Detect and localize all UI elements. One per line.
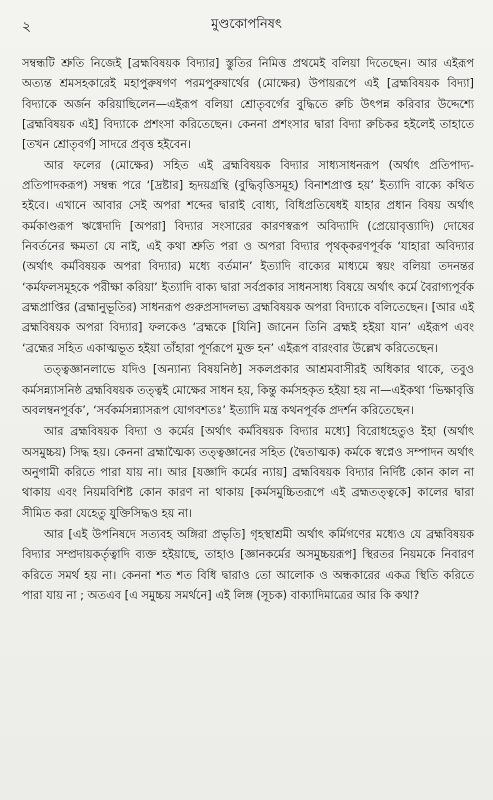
body-text [22, 53, 474, 605]
paragraph-1: সম্বন্ধটি শ্রুতি নিজেই [ব্রহ্মবিষয়ক বিদ্যার] স্তুতির নিমিত্ত প্রথমেই বলিয়া দিতেছেন। আর এইরূপ অত্যন্ত শ্রমসহকারেই মহাপুরুষগণ পরমপুরুষার্থের (মোক্ষের) উপায়রূপে এই [ব্রহ্মবিষয়ক বিদ্যা] বিদ্যাকে অর্জন করিয়াছিলেন—এইরূপ বলিয়া শ্রোতৃবর্গের বুদ্ধিতে রুচি উৎপন্ন করিবার উদ্দেশ্যে [ব্রহ্মবিষয়ক এই] বিদ্যাকে প্রশংসা করিতেছেন। কেননা প্রশংসার দ্বারা বিদ্যা রুচিকর হইলেই তাহাতে [তখন শ্রোতৃবর্গ] সাদরে প্রবৃত্ত হইবেন। [22, 56, 474, 152]
running-title: মুণ্ডকোপনিষৎ [211, 17, 282, 32]
page-header [0, 0, 493, 40]
paragraph-5: আর [এই উপনিষদে সত্যবহ অঙ্গিরা প্রভৃতি] গৃহস্থাশ্রমী অর্থাৎ কর্মিগণের মধ্যেও যে ব্রহ্মবিষয়ক বিদ্যার সম্প্রদায়কর্তৃত্বাদি ব্যক্ত হইয়াছে, তাহাও [জ্ঞানকর্মের অসমুচ্চয়রূপ] স্থিরতর নিয়মকে নিবারণ করিতে সমর্থ হয় না। কেননা শত শত বিধি দ্বারাও তো আলোক ও অন্ধকারের একত্র স্থিতি করিতে পারা যায় না ; অতএব [এ সমুচ্চয় সমর্থনে] এই লিঙ্গ (সূচক) বাক্যাদিমাত্রের আর কি কথা? [22, 526, 474, 602]
paragraph-2: আর ফলের (মোক্ষের) সহিত এই ব্রহ্মবিষয়ক বিদ্যার সাধ্যসাধনরূপ (অর্থাৎ প্রতিপাদ্য-প্রতিপাদকরূপ) সম্বন্ধ পরে ‘[দ্রষ্টার] হৃদয়গ্রন্থি (বুদ্ধিবৃত্তিসমূহ) বিনাশপ্রাপ্ত হয়’ ইত্যাদি বাক্যে কথিত হইবে। এখানে আবার সেই অপরা শব্দের দ্বারাই বোধ্য, বিধিপ্রতিষেধই যাহার প্রধান বিষয় অর্থাৎ কর্মকাণ্ডরূপ ঋগ্বেদাদি [অপরা] বিদ্যার সংসারের কারণস্বরূপ অবিদ্যাদি (প্রেয়োবৃত্ত্যাদি) দোষের নিবর্তনের ক্ষমতা যে নাই, এই কথা শ্রুতি পরা ও অপরা বিদ্যার পৃথক্‌করণপূর্বক ‘যাহারা অবিদ্যার (অর্থাৎ কর্মবিষয়ক অপরা বিদ্যার) মধ্যে বর্তমান’ ইত্যাদি বাক্যের মাধ্যমে স্বয়ং বলিয়া তদনন্তর ‘কর্মফলসমূহকে পরীক্ষা করিয়া’ ইত্যাদি বাক্য দ্বারা সর্বপ্রকার সাধনসাধ্য বিষয়ে অর্থাৎ কর্মে বৈরাগ্যপূর্বক ব্রহ্মপ্রাপ্তির (ব্রহ্মানুভূতির) সাধনরূপ গুরুপ্রসাদলভ্য ব্রহ্মবিষয়ক অপরা বিদ্যাকে বলিতেছেন। [আর এই ব্রহ্মবিষয়ক অপরা বিদ্যার] ফলকেও ‘ব্রহ্মকে [যিনি] জানেন তিনি ব্রহ্মই হইয়া যান’ এইরূপ এবং ‘ব্রহ্মের সহিত একাত্মভূত হইয়া তাঁহারা পূর্ণরূপে মুক্ত হন’ এইরূপ বারংবার উল্লেখ করিতেছেন। [22, 157, 474, 355]
paragraph-3: তত্ত্বজ্ঞানলাভে যদিও [অন্যান্য বিষয়নিষ্ঠ] সকলপ্রকার আশ্রমবাসীরই অধিকার থাকে, তবুও কর্মসন্ন্যাসনিষ্ঠ ব্রহ্মবিষয়ক তত্ত্বই মোক্ষের সাধন হয়, কিন্তু কর্মসহকৃত হইয়া হয় না—এইকথা ‘ভিক্ষাবৃত্তি অবলম্বনপূর্বক’, ‘সর্বকর্মসন্ন্যাসরূপ যোগবশতঃ’ ইত্যাদি মন্ত্র কথনপূর্বক প্রদর্শন করিতেছেন। [22, 362, 474, 417]
paragraph-4: আর ব্রহ্মবিষয়ক বিদ্যা ও কর্মের [অর্থাৎ কর্মবিষয়ক বিদ্যার মধ্যে] বিরোধহেতুও ইহা (অর্থাৎ অসমুচ্চয়) সিদ্ধ হয়। কেননা ব্রহ্মাত্মৈক্য তত্ত্বজ্ঞানের সহিত (দ্বৈতাত্মক) কর্মকে স্বপ্নেও সম্পাদন অর্থাৎ অনুগামী করিতে পারা যায় না। আর [যজ্ঞাদি কর্মের ন্যায়] ব্রহ্মবিষয়ক বিদ্যার নির্দিষ্ট কোন কাল না থাকায় এবং নিয়মবিশিষ্ট কোন কারণ না থাকায় [কর্মসমুচ্চিতরূপে এই ব্রহ্মতত্ত্বকে] কালের দ্বারা সীমিত করা যেহেতু যুক্তিসিদ্ধও হয় না। [22, 424, 474, 520]
page-number: ২ [22, 19, 32, 35]
